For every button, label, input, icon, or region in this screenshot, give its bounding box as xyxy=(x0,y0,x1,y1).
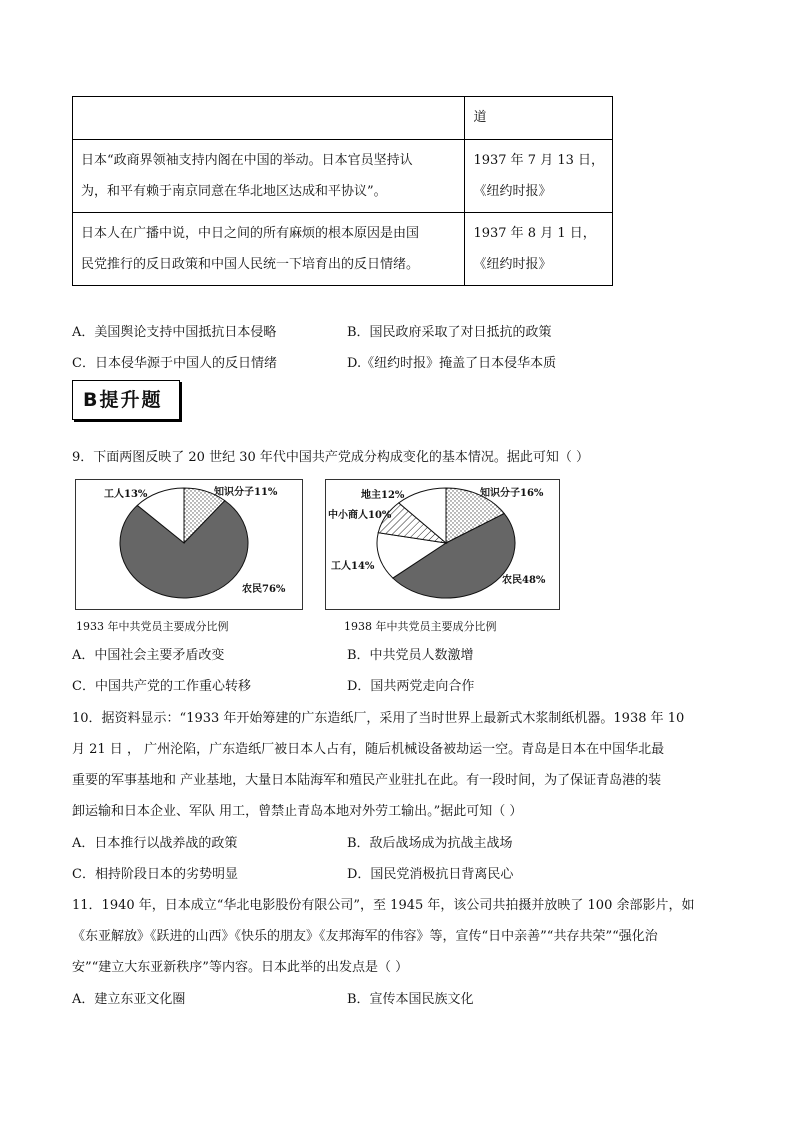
source-table xyxy=(72,96,613,286)
q10-stem-line: 10．据资料显示：“1933 年开始筹建的广东造纸厂，采用了当时世界上最新式木浆制纸机器。1938 年 10 xyxy=(72,711,685,726)
q9-option-c: C．中国共产党的工作重心转移 xyxy=(72,679,251,694)
pie-label-merchants: 中小商人10% xyxy=(328,510,392,521)
section-title: B提升题 xyxy=(83,389,163,411)
table-cell-content: 日本人在广播中说，中日之间的所有麻烦的根本原因是由国 民党推行的反日政策和中国人民统一下培育出的反日情绪。 xyxy=(73,213,465,286)
chart-caption-1938: 1938 年中共党员主要成分比例 xyxy=(344,620,497,633)
q9-option-b: B．中共党员人数激增 xyxy=(347,648,474,663)
q10-option-a: A．日本推行以战养战的政策 xyxy=(72,836,238,851)
table-row xyxy=(73,140,613,213)
q10-stem-line: 卸运输和日本企业、军队 用工，曾禁止青岛本地对外劳工输出。”据此可知（ ） xyxy=(72,804,523,819)
q10-option-d: D．国民党消极抗日背离民心 xyxy=(347,867,514,882)
table-cell-source: 1937 年 8 月 1 日， 《纽约时报》 xyxy=(465,213,613,286)
pie-chart-1938 xyxy=(325,479,560,610)
q8-option-c: C．日本侵华源于中国人的反日情绪 xyxy=(72,356,277,371)
table-row xyxy=(73,213,613,286)
q8-option-d: D.《纽约时报》掩盖了日本侵华本质 xyxy=(347,356,557,371)
pie-label-intellectuals: 知识分子16% xyxy=(480,488,544,499)
q9-option-d: D．国共两党走向合作 xyxy=(347,679,475,694)
q10-option-b: B．敌后战场成为抗战主战场 xyxy=(347,836,513,851)
table-cell-content: 日本“政商界领袖支持内阁在中国的举动。日本官员坚持认 为，和平有赖于南京同意在华北地区达成和平协议”。 xyxy=(73,140,465,213)
q11-stem-line: 安”“建立大东亚新秩序”等内容。日本此举的出发点是（ ） xyxy=(72,960,409,975)
q11-option-b: B．宣传本国民族文化 xyxy=(347,992,474,1007)
table-row xyxy=(73,97,613,140)
q8-option-b: B．国民政府采取了对日抵抗的政策 xyxy=(347,325,552,340)
pie-chart-1933-svg xyxy=(76,480,301,608)
pie-label-peasants: 农民48% xyxy=(502,575,546,586)
q11-option-a: A．建立东亚文化圈 xyxy=(72,992,186,1007)
q11-stem-line: 《东亚解放》《跃进的山西》《快乐的朋友》《友邦海军的伟容》等，宣传“日中亲善”“共存共荣”“强化治 xyxy=(72,929,658,944)
q11-stem-line: 11．1940 年，日本成立“华北电影股份有限公司”，至 1945 年，该公司共拍摄并放映了 100 余部影片，如 xyxy=(72,898,695,913)
pie-chart-1938-svg xyxy=(326,480,558,608)
q9-option-a: A．中国社会主要矛盾改变 xyxy=(72,648,225,663)
pie-label-landlords: 地主12% xyxy=(361,490,405,501)
pie-chart-1933 xyxy=(75,479,303,610)
section-heading-box xyxy=(72,380,180,420)
table-cell-source: 1937 年 7 月 13 日， 《纽约时报》 xyxy=(465,140,613,213)
table-cell-content xyxy=(73,97,465,140)
pie-label-workers: 工人14% xyxy=(331,561,375,572)
q8-option-a: A．美国舆论支持中国抵抗日本侵略 xyxy=(72,325,277,340)
pie-label-peasants: 农民76% xyxy=(242,584,286,595)
pie-label-workers: 工人13% xyxy=(104,489,148,500)
q10-option-c: C．相持阶段日本的劣势明显 xyxy=(72,867,238,882)
q9-stem: 9．下面两图反映了 20 世纪 30 年代中国共产党成分构成变化的基本情况。据此可知（ ） xyxy=(72,450,590,465)
chart-caption-1933: 1933 年中共党员主要成分比例 xyxy=(76,620,229,633)
q10-stem-line: 重要的军事基地和 产业基地，大量日本陆海军和殖民产业驻扎在此。有一段时间，为了保证青岛港的装 xyxy=(72,773,662,788)
q10-stem-line: 月 21 日 ， 广州沦陷，广东造纸厂被日本人占有，随后机械设备被劫运一空。青岛是日本在中国华北最 xyxy=(72,742,665,757)
table-cell-source: 道 xyxy=(465,97,613,140)
pie-label-intellectuals: 知识分子11% xyxy=(214,487,278,498)
